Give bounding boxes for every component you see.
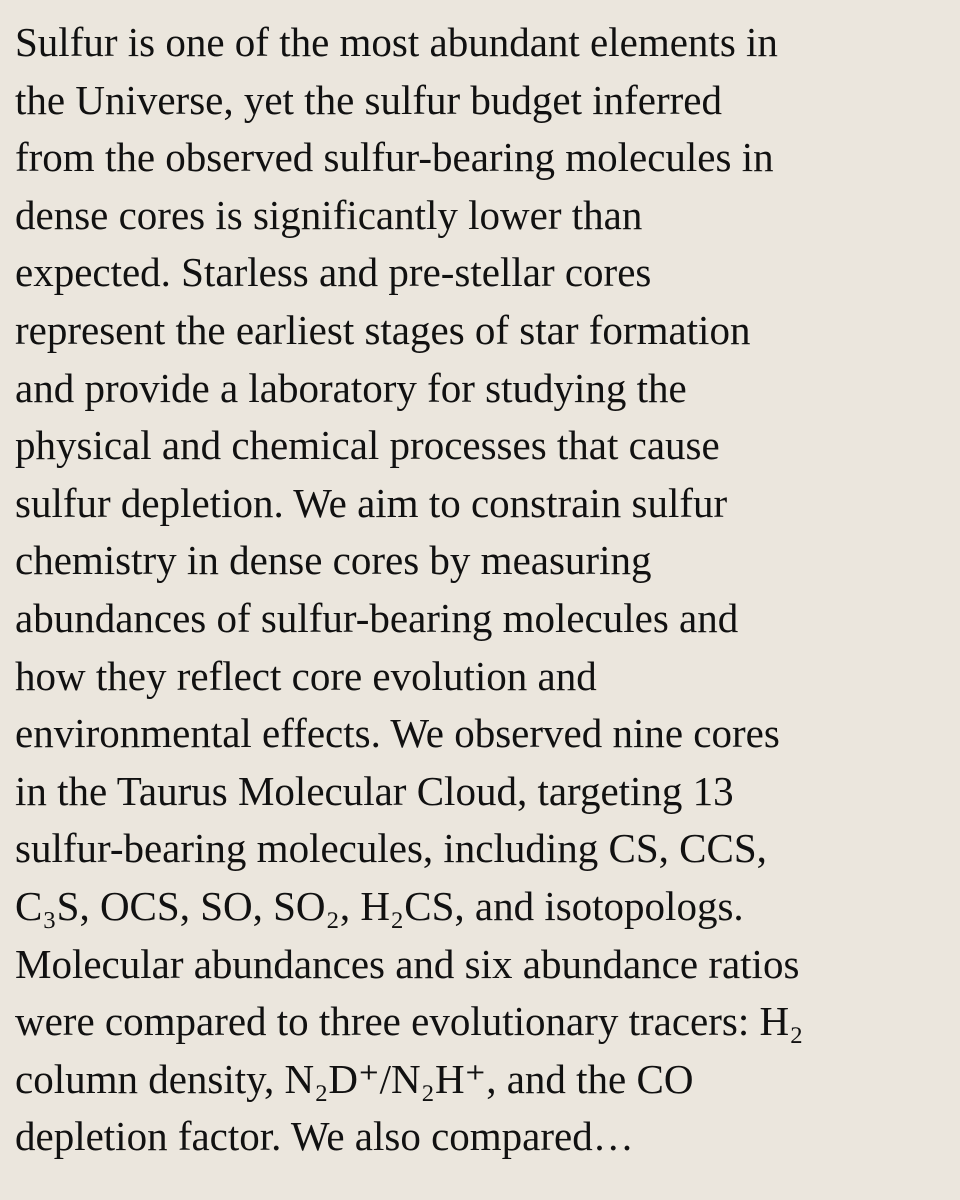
text-line: sulfur depletion. We aim to constrain sulfur	[15, 479, 728, 526]
text-line: were compared to three evolutionary tracers: H₂	[15, 998, 804, 1045]
text-line: chemistry in dense cores by measuring	[15, 537, 652, 584]
text-line: Sulfur is one of the most abundant elements in	[15, 19, 778, 65]
text-line: sulfur-bearing molecules, including CS, CCS,	[15, 825, 767, 872]
text-line: how they reflect core evolution and	[15, 652, 597, 699]
text-line: the Universe, yet the sulfur budget inferred	[15, 76, 723, 123]
text-line: physical and chemical processes that cause	[15, 422, 720, 469]
abstract-paragraph	[15, 14, 960, 1166]
text-line: from the observed sulfur-bearing molecules in	[15, 134, 774, 181]
text-line: represent the earliest stages of star formation	[15, 306, 751, 353]
text-line: environmental effects. We observed nine cores	[15, 710, 780, 757]
text-line: dense cores is significantly lower than	[15, 191, 643, 238]
text-line: abundances of sulfur-bearing molecules and	[15, 594, 739, 641]
text-line: and provide a laboratory for studying the	[15, 364, 687, 411]
text-line: in the Taurus Molecular Cloud, targeting 13	[15, 767, 734, 814]
text-line: C₃S, OCS, SO, SO₂, H₂CS, and isotopologs.	[15, 882, 744, 929]
text-line: depletion factor. We also compared…	[15, 1113, 634, 1160]
text-line: column density, N₂D⁺/N₂H⁺, and the CO	[15, 1055, 694, 1102]
text-line: Molecular abundances and six abundance ratios	[15, 940, 800, 987]
text-line: expected. Starless and pre-stellar cores	[15, 249, 652, 296]
